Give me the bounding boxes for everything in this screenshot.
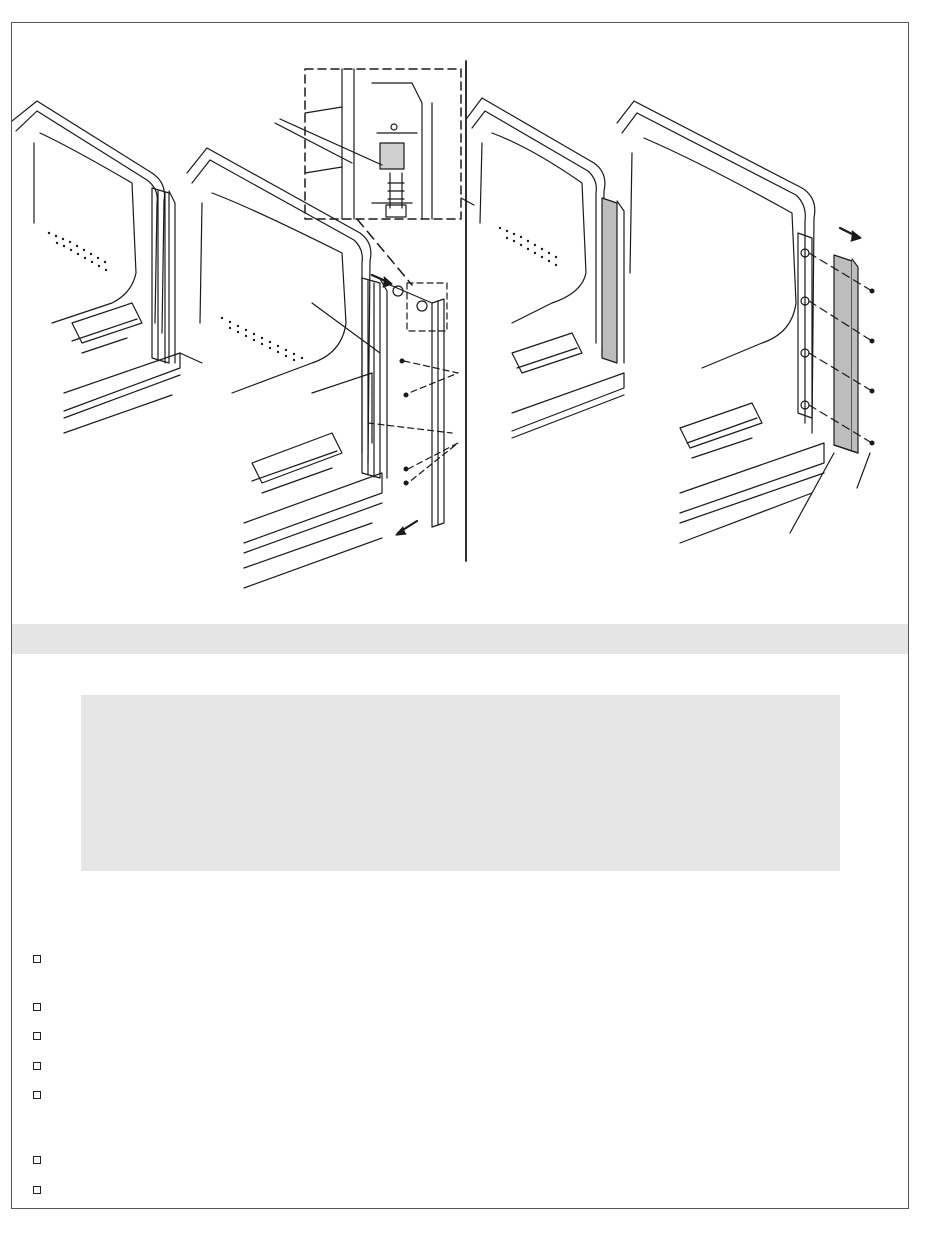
bath-tub-center — [187, 148, 382, 588]
bath-tub-right-center — [467, 98, 624, 438]
side-panel-center — [362, 278, 387, 478]
note-text — [81, 695, 840, 723]
screw-icon — [400, 359, 409, 486]
side-panel-right-center — [602, 198, 624, 363]
inset-leader-line — [357, 219, 412, 285]
checkbox[interactable] — [33, 1003, 41, 1011]
checkbox[interactable] — [33, 1032, 41, 1040]
callout-leader-panel — [790, 453, 834, 533]
tub-left-hole-row — [48, 232, 107, 271]
note-box — [81, 695, 840, 871]
checkbox[interactable] — [33, 1062, 41, 1070]
detached-panel-right — [834, 255, 858, 453]
detached-rail-center — [432, 299, 444, 527]
installation-illustration — [12, 23, 908, 623]
removal-direction-arrow-icon — [372, 275, 417, 535]
bath-tub-right — [617, 101, 824, 543]
checkbox[interactable] — [33, 1091, 41, 1099]
section-heading — [12, 624, 908, 638]
callout-leader-screw — [857, 453, 870, 488]
tub-center-hole-row — [221, 317, 303, 361]
detail-inset — [280, 69, 474, 219]
tub-right-center-hole-row — [499, 227, 557, 266]
checkbox[interactable] — [33, 955, 41, 963]
screw-icon — [870, 289, 875, 446]
removal-direction-arrow-icon — [840, 228, 861, 241]
section-header-band — [12, 624, 908, 654]
bath-tub-left — [12, 101, 180, 433]
checkbox[interactable] — [33, 1156, 41, 1164]
checkbox[interactable] — [33, 1186, 41, 1194]
